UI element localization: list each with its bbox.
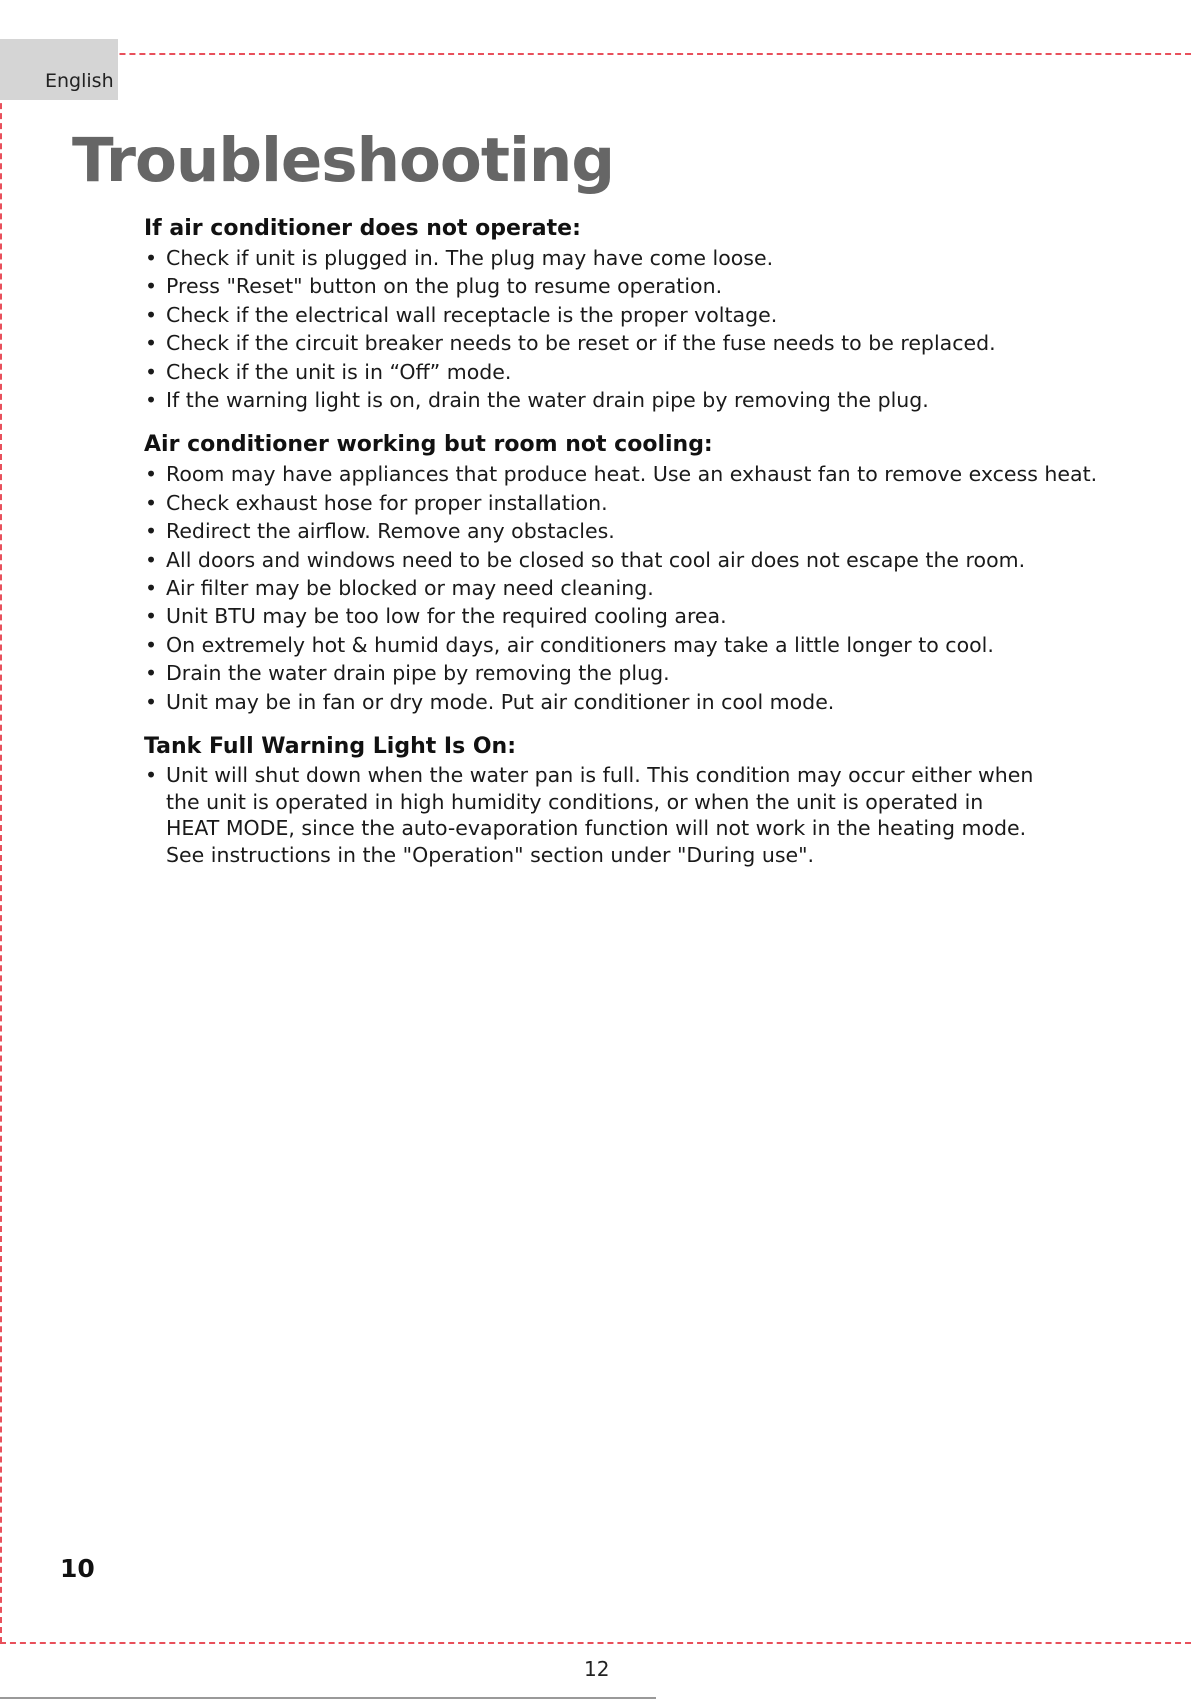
crop-mark-top — [0, 53, 1191, 55]
list-item: • Unit may be in fan or dry mode. Put air conditioner in cool mode. — [144, 688, 1144, 716]
list-item: • Check exhaust hose for proper installation. — [144, 489, 1144, 517]
crop-mark-bottom — [0, 1642, 1191, 1644]
list-item: • Air filter may be blocked or may need cleaning. — [144, 574, 1144, 602]
list-item: • On extremely hot & humid days, air conditioners may take a little longer to cool. — [144, 631, 1144, 659]
troubleshooting-content — [144, 214, 1144, 884]
bullet-list — [144, 762, 1144, 868]
list-item: • Room may have appliances that produce heat. Use an exhaust fan to remove excess heat. — [144, 460, 1144, 488]
print-page-number: 12 — [584, 1657, 610, 1681]
bullet-list — [144, 244, 1144, 414]
list-item: • Unit will shut down when the water pan is full. This condition may occur either when the unit is operated in high humidity conditions, or when the unit is operated in HEAT MODE, since the auto-evaporation function will not work in the heating mode. See instructions in the "Operation" section under "During use". — [144, 762, 1036, 868]
page-number: 10 — [60, 1554, 95, 1583]
section-heading: Tank Full Warning Light Is On: — [144, 734, 517, 760]
crop-mark-left — [0, 53, 2, 1643]
list-item: • Check if the circuit breaker needs to be reset or if the fuse needs to be replaced. — [144, 329, 1144, 357]
bullet-list — [144, 460, 1144, 716]
section-does-not-operate — [144, 214, 1144, 414]
list-item: • All doors and windows need to be closed so that cool air does not escape the room. — [144, 546, 1144, 574]
section-not-cooling — [144, 430, 1144, 716]
bottom-rule — [0, 1697, 656, 1699]
language-tab: English — [0, 39, 118, 100]
list-item: • Press "Reset" button on the plug to resume operation. — [144, 272, 1144, 300]
list-item: • Redirect the airflow. Remove any obstacles. — [144, 517, 1144, 545]
list-item: • Drain the water drain pipe by removing the plug. — [144, 659, 1144, 687]
list-item: • Check if the unit is in “Off” mode. — [144, 358, 1144, 386]
list-item: • Check if the electrical wall receptacle is the proper voltage. — [144, 301, 1144, 329]
list-item: • Check if unit is plugged in. The plug may have come loose. — [144, 244, 1144, 272]
page-title: Troubleshooting — [72, 125, 614, 196]
list-item: • If the warning light is on, drain the water drain pipe by removing the plug. — [144, 386, 1144, 414]
section-tank-full — [144, 732, 1144, 868]
section-heading: Air conditioner working but room not cooling: — [144, 432, 713, 458]
section-heading: If air conditioner does not operate: — [144, 216, 581, 241]
list-item: • Unit BTU may be too low for the required cooling area. — [144, 602, 1144, 630]
